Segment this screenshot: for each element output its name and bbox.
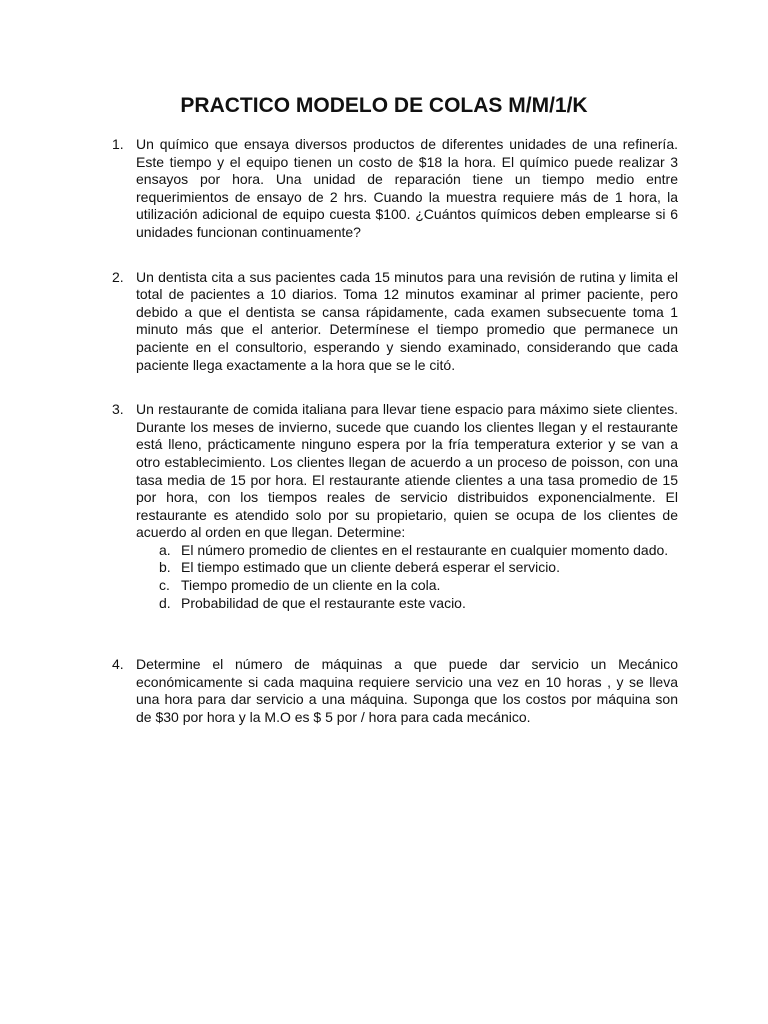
sub-question-a — [136, 542, 678, 560]
sub-question-letter: b. — [159, 559, 171, 576]
problem-text: Un restaurante de comida italiana para llevar tiene espacio para máximo siete clientes. Durante los meses de invierno, sucede que cuando los clientes llegan y el restaurante está lleno, prácticamente ninguno espera por la fría temperatura exterior y se van a otro establecimiento. Los clientes llegan de acuerdo a un proceso de poisson, con una tasa media de 15 por hora. El restaurante atiende clientes a una tasa promedio de 15 por hora, con los tiempos reales de servicio distribuidos exponencialmente. El restaurante es atendido solo por su propietario, quien se ocupa de los clientes de acuerdo al orden en que llegan. Determine: — [136, 401, 678, 541]
problem-text: Un químico que ensaya diversos productos de diferentes unidades de una refinería. Este tiempo y el equipo tienen un costo de $18 la hora. El químico puede realizar 3 ensayos por hora. Una unidad de reparación tiene un tiempo medio entre requerimientos de ensayo de 2 hrs. Cuando la muestra requiere más de 1 hora, la utilización adicional de equipo cuesta $100. ¿Cuántos químicos deben emplearse si 6 unidades funcionan continuamente? — [136, 136, 678, 240]
page-title: PRACTICO MODELO DE COLAS M/M/1/K — [180, 94, 588, 117]
problem-number: 1. — [112, 136, 124, 152]
problem-item-2 — [100, 269, 678, 375]
problem-list — [100, 136, 678, 727]
problem-text: Determine el número de máquinas a que puede dar servicio un Mecánico económicamente si cada maquina requiere servicio una vez en 10 horas , y se lleva una hora para dar servicio a una máquina. Suponga que los costos por máquina son de $30 por hora y la M.O es $ 5 por / hora para cada mecánico. — [136, 656, 678, 726]
sub-question-c — [136, 577, 678, 595]
sub-question-text: Probabilidad de que el restaurante este vacio. — [181, 594, 466, 611]
problem-number: 4. — [112, 656, 124, 673]
problem-text: Un dentista cita a sus pacientes cada 15 minutos para una revisión de rutina y limita el total de pacientes a 10 diarios. Toma 12 minutos examinar al primer paciente, pero debido a que el dentista se cansa rápidamente, cada examen subsecuente toma 1 minuto más que el anterior. Determínese el tiempo promedio que permanece un paciente en el consultorio, esperando y siendo examinado, considerando que cada paciente llega exactamente a la hora que se le citó. — [136, 268, 678, 373]
sub-question-letter: d. — [159, 594, 171, 611]
problem-item-1 — [100, 136, 678, 242]
sub-question-text: El tiempo estimado que un cliente deberá esperar el servicio. — [181, 559, 560, 576]
sub-question-d — [136, 595, 678, 613]
problem-number: 3. — [112, 401, 124, 418]
sub-question-letter: a. — [159, 541, 171, 558]
sub-question-text: El número promedio de clientes en el restaurante en cualquier momento dado. — [181, 541, 669, 558]
sub-question-b — [136, 559, 678, 577]
sub-question-text: Tiempo promedio de un cliente en la cola. — [181, 577, 441, 594]
sub-question-letter: c. — [159, 577, 170, 594]
sub-question-list — [136, 542, 678, 612]
problem-number: 2. — [112, 268, 124, 285]
problem-item-4 — [100, 656, 678, 726]
problem-item-3 — [100, 401, 678, 612]
